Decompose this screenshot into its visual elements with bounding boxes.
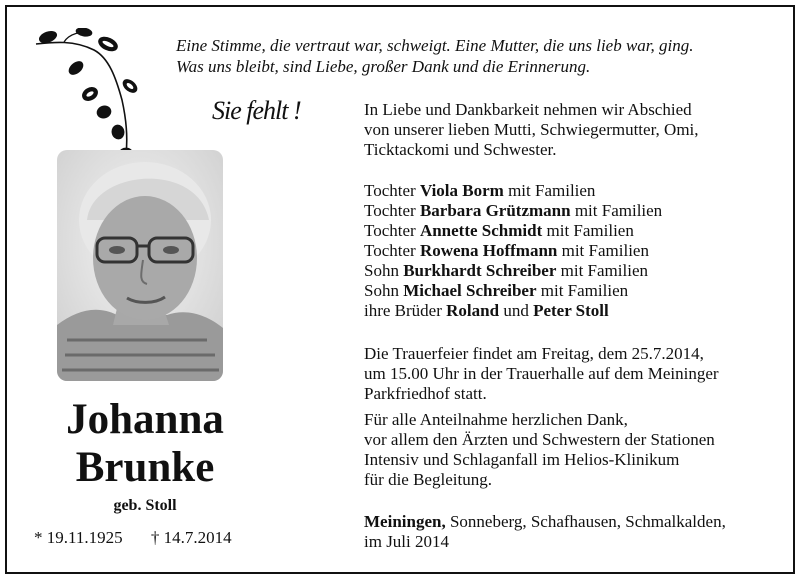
announcement-text <box>364 100 789 160</box>
family-row: Tochter Rowena Hoffmann mit Familien <box>364 241 649 260</box>
family-list <box>364 181 789 321</box>
family-row: Sohn Burkhardt Schreiber mit Familien <box>364 261 648 280</box>
thanks-line: für die Begleitung. <box>364 470 492 489</box>
family-row: Tochter Annette Schmidt mit Familien <box>364 221 634 240</box>
death-date: † 14.7.2014 <box>150 528 232 547</box>
funeral-line: Die Trauerfeier findet am Freitag, dem 25.7.2014, <box>364 344 704 363</box>
leaf-branch-icon <box>34 28 142 156</box>
maiden-name: geb. Stoll <box>113 497 177 514</box>
announcement-line: In Liebe und Dankbarkeit nehmen wir Abschied <box>364 100 692 119</box>
birth-date: * 19.11.1925 <box>34 528 123 547</box>
places-line: Meiningen, Sonneberg, Schafhausen, Schmalkalden, <box>364 512 726 531</box>
thanks-line: Intensiv und Schlaganfall im Helios-Klinikum <box>364 450 680 469</box>
funeral-line: um 15.00 Uhr in der Trauerhalle auf dem Meininger <box>364 364 719 383</box>
first-name: Johanna <box>66 396 224 443</box>
life-dates <box>34 528 264 548</box>
family-row: Sohn Michael Schreiber mit Familien <box>364 281 629 300</box>
funeral-info <box>364 344 789 404</box>
sie-fehlt-script: Sie fehlt ! <box>212 96 301 125</box>
thanks-line: vor allem den Ärzten und Schwestern der Stationen <box>364 430 715 449</box>
portrait-photo <box>57 150 223 381</box>
motto <box>176 35 786 77</box>
last-name: Brunke <box>75 444 215 491</box>
family-row: Tochter Barbara Grützmann mit Familien <box>364 201 663 220</box>
date-line: im Juli 2014 <box>364 532 450 551</box>
thanks-line: Für alle Anteilnahme herzlichen Dank, <box>364 410 628 429</box>
deceased-name <box>30 396 260 492</box>
motto-line-2: Was uns bleibt, sind Liebe, großer Dank und die Erinnerung. <box>176 57 591 76</box>
funeral-line: Parkfriedhof statt. <box>364 384 487 403</box>
brothers-row: ihre Brüder Roland und Peter Stoll <box>364 301 609 320</box>
places-date <box>364 512 789 552</box>
announcement-line: von unserer lieben Mutti, Schwiegermutter, Omi, <box>364 120 699 139</box>
announcement-line: Ticktackomi und Schwester. <box>364 140 557 159</box>
thanks-text <box>364 410 789 490</box>
motto-line-1: Eine Stimme, die vertraut war, schweigt. Eine Mutter, die uns lieb war, ging. <box>176 36 694 55</box>
family-row: Tochter Viola Borm mit Familien <box>364 181 596 200</box>
